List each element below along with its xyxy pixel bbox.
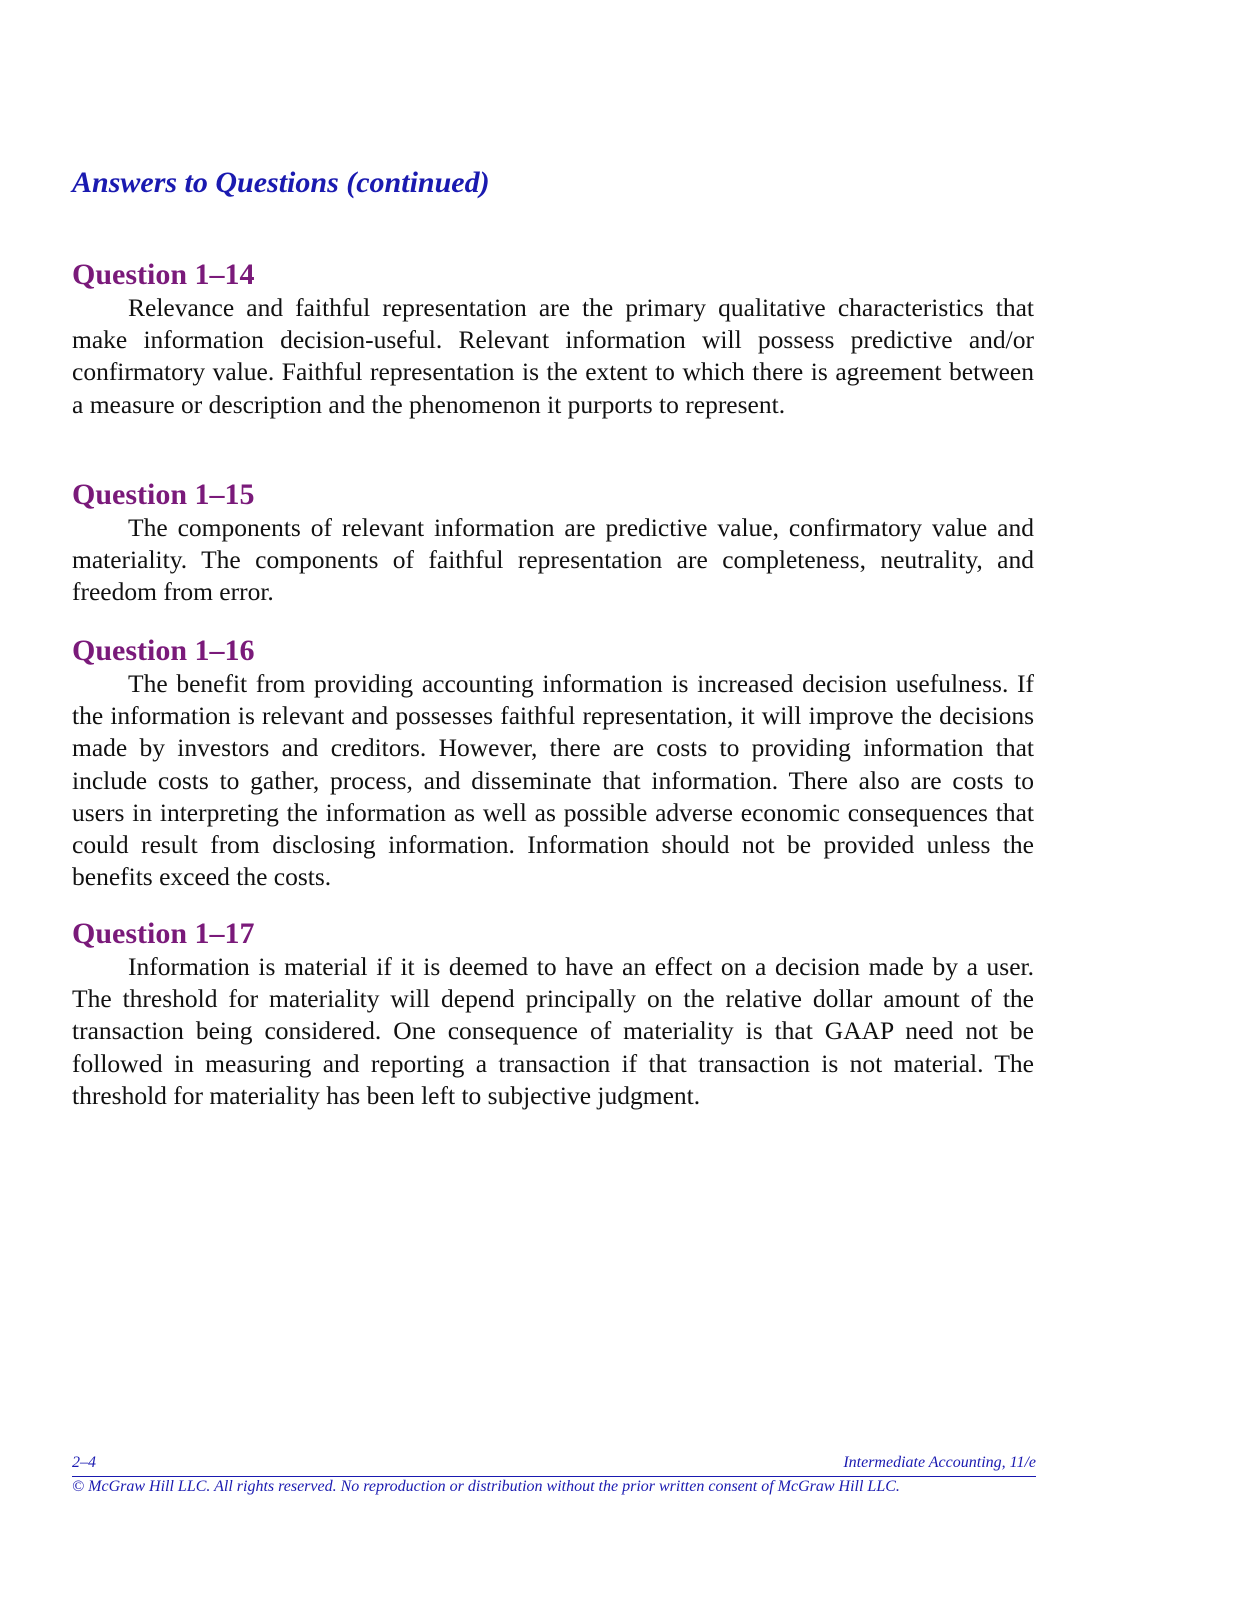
question-answer-text: Relevance and faithful representation are the primary qualitative characteristics that make information decision-useful. Relevant information will possess predictive and/or confirmatory value. Faithful representation is the extent to which there is agreement between a measure or description and the phenomenon it purports to represent. [72, 293, 1034, 419]
question-title: Question 1–14 [72, 258, 255, 291]
question-answer-text: Information is material if it is deemed to have an effect on a decision made by a user. The threshold for materiality will depend principally on the relative dollar amount of the transaction being considered. One consequence of materiality is that GAAP need not be followed in measuring and reporting a transaction if that transaction is not material. The threshold for materiality has been left to subjective judgment. [72, 952, 1034, 1110]
question-title: Question 1–15 [72, 478, 255, 511]
question-title: Question 1–17 [72, 917, 255, 950]
page-footer [72, 1454, 1036, 1477]
copyright-notice: © McGraw Hill LLC. All rights reserved. No reproduction or distribution without the prior written consent of McGraw Hill LLC. [72, 1478, 900, 1495]
question-answer-text: The benefit from providing accounting information is increased decision usefulness. If the information is relevant and possesses faithful representation, it will improve the decisions made by investors and creditors. However, there are costs to providing information that include costs to gather, process, and disseminate that information. There also are costs to users in interpreting the information as well as possible adverse economic consequences that could result from disclosing information. Information should not be provided unless the benefits exceed the costs. [72, 669, 1034, 892]
question-title: Question 1–16 [72, 634, 255, 667]
question-1-15-section [72, 478, 1034, 609]
book-title: Intermediate Accounting, 11/e [843, 1454, 1036, 1471]
page-number: 2–4 [72, 1454, 96, 1471]
page-title: Answers to Questions (continued) [72, 166, 490, 199]
question-1-17-section [72, 917, 1034, 1112]
question-answer-text: The components of relevant information are predictive value, confirmatory value and materiality. The components of faithful representation are completeness, neutrality, and freedom from error. [72, 513, 1034, 607]
question-1-14-section [72, 258, 1034, 421]
question-1-16-section [72, 634, 1034, 893]
